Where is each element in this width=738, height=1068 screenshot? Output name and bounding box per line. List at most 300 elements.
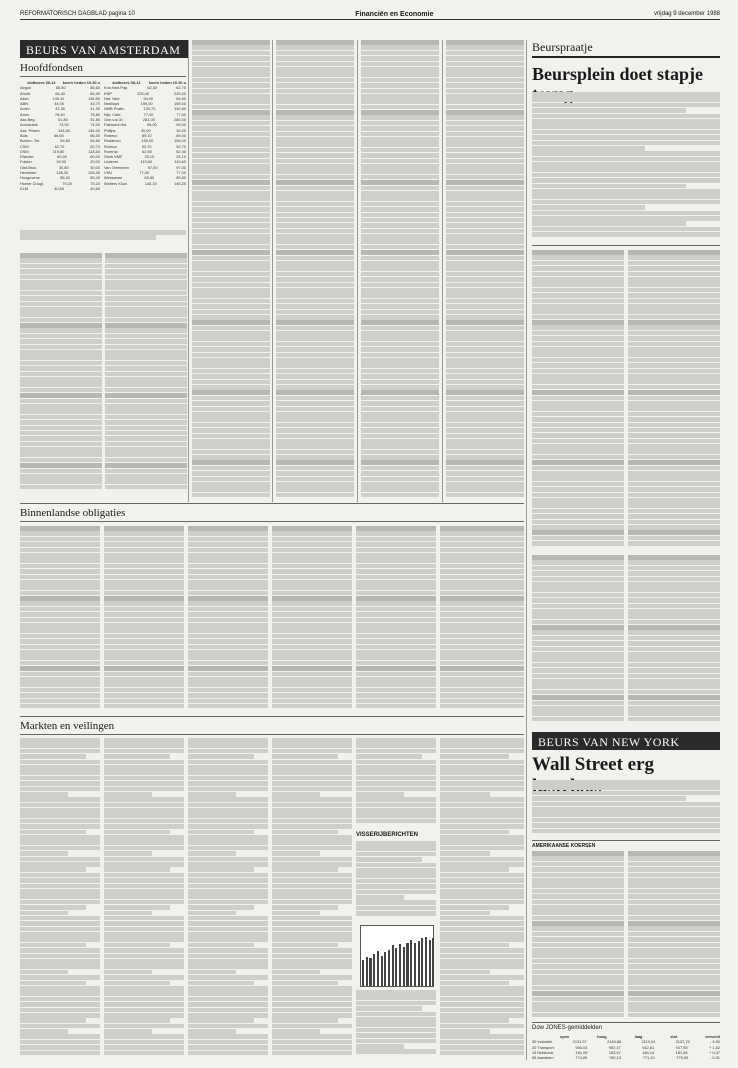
text-line — [440, 857, 524, 862]
text-line — [188, 824, 268, 829]
table-row: Hunter Dougl. 79,20 79,20 — [20, 180, 100, 186]
text-line — [440, 970, 490, 975]
text-line — [628, 406, 720, 411]
text-line — [192, 213, 270, 218]
text-line — [20, 548, 100, 553]
text-line — [628, 374, 720, 379]
text-line — [361, 434, 439, 439]
text-line — [532, 878, 624, 883]
text-line — [446, 78, 524, 83]
text-line — [361, 423, 439, 428]
text-line — [532, 509, 624, 514]
text-line — [104, 677, 184, 682]
text-line — [628, 331, 720, 336]
text-line — [192, 412, 270, 417]
table-row: Amev 41,30 41,30 — [20, 106, 100, 112]
table-row: Robeco 89,10 89,00 — [104, 132, 186, 138]
text-line — [105, 334, 187, 339]
text-line — [628, 948, 720, 953]
text-line — [440, 607, 524, 612]
text-line — [440, 808, 524, 813]
text-line — [272, 824, 352, 829]
text-line — [105, 339, 187, 344]
text-line — [440, 840, 524, 845]
text-line — [20, 350, 102, 355]
text-line — [20, 645, 100, 650]
text-line — [356, 808, 436, 813]
table-row: Gist-Broc. 30,80 30,00 — [20, 164, 100, 170]
text-line — [440, 580, 524, 585]
text-line — [446, 175, 524, 180]
text-line — [446, 239, 524, 244]
text-line — [361, 142, 439, 147]
text-line — [188, 792, 236, 797]
text-line — [272, 808, 352, 813]
text-line — [192, 159, 270, 164]
text-line — [356, 1033, 436, 1038]
text-line — [272, 688, 352, 693]
text-line — [20, 797, 100, 802]
text-line — [104, 959, 184, 964]
text-line — [532, 221, 686, 226]
divider-2 — [272, 40, 273, 502]
graph-bar — [414, 943, 416, 986]
text-line — [20, 275, 102, 280]
text-line — [356, 661, 436, 666]
text-line — [628, 261, 720, 266]
text-line — [532, 812, 720, 817]
text-line — [20, 911, 68, 916]
text-line — [356, 575, 436, 580]
table-row: Ass.Beg. 51,80 51,80 — [20, 117, 100, 123]
text-line — [188, 819, 268, 824]
text-line — [20, 623, 100, 628]
text-line — [532, 130, 720, 135]
text-line — [20, 894, 100, 899]
text-line — [272, 894, 352, 899]
hoofdfondsen-footnote — [20, 230, 186, 248]
text-line — [192, 137, 270, 142]
text-line — [532, 428, 624, 433]
text-line — [446, 115, 524, 120]
text-line — [192, 202, 270, 207]
text-line — [361, 62, 439, 67]
text-line — [532, 785, 720, 790]
text-line — [272, 840, 352, 845]
divider-1 — [188, 40, 189, 502]
text-line — [532, 530, 624, 535]
text-line — [105, 302, 187, 307]
text-line — [188, 601, 268, 606]
text-line — [532, 555, 624, 560]
text-line — [361, 466, 439, 471]
text-line — [192, 250, 270, 255]
table-row: 15 Nutsbedr. 181,09 183,57 180,14 181,56 + 0,47 — [532, 1049, 720, 1055]
text-line — [105, 404, 187, 409]
text-line — [276, 477, 354, 482]
text-line — [440, 618, 524, 623]
text-line — [192, 407, 270, 412]
text-line — [446, 83, 524, 88]
text-line — [532, 807, 720, 812]
text-line — [361, 401, 439, 406]
text-line — [356, 792, 404, 797]
text-line — [20, 830, 86, 835]
text-line — [532, 862, 624, 867]
vergelijking-column — [628, 250, 720, 550]
text-line — [628, 482, 720, 487]
text-line — [192, 444, 270, 449]
text-line — [628, 937, 720, 942]
text-line — [188, 760, 268, 765]
text-line — [192, 304, 270, 309]
text-line — [104, 537, 184, 542]
text-line — [361, 169, 439, 174]
text-line — [105, 469, 187, 474]
text-line — [20, 835, 100, 840]
text-line — [105, 264, 187, 269]
obligaties-column-1 — [20, 526, 100, 714]
text-line — [20, 426, 102, 431]
text-line — [446, 358, 524, 363]
text-line — [446, 477, 524, 482]
text-line — [532, 255, 624, 260]
text-line — [276, 363, 354, 368]
text-line — [356, 787, 436, 792]
text-line — [628, 620, 720, 625]
text-line — [628, 266, 720, 271]
top-rule — [20, 19, 720, 20]
text-line — [192, 218, 270, 223]
text-line — [188, 932, 268, 937]
text-line — [20, 575, 100, 580]
text-line — [272, 932, 352, 937]
text-line — [192, 223, 270, 228]
text-line — [446, 126, 524, 131]
text-line — [440, 682, 524, 687]
text-line — [440, 601, 524, 606]
text-line — [446, 196, 524, 201]
text-line — [532, 216, 720, 221]
text-line — [356, 1012, 436, 1017]
text-line — [440, 645, 524, 650]
text-line — [361, 250, 439, 255]
text-line — [188, 655, 268, 660]
text-line — [20, 792, 68, 797]
text-line — [532, 114, 720, 119]
text-line — [532, 1002, 624, 1007]
text-line — [440, 830, 509, 835]
text-line — [440, 787, 524, 792]
text-line — [446, 347, 524, 352]
text-line — [188, 900, 268, 905]
graph-bar — [366, 957, 368, 986]
text-line — [532, 514, 624, 519]
text-line — [20, 553, 100, 558]
text-line — [20, 666, 100, 671]
text-line — [276, 471, 354, 476]
text-line — [361, 412, 439, 417]
text-line — [104, 661, 184, 666]
text-line — [532, 194, 720, 199]
text-line — [20, 682, 100, 687]
text-line — [356, 760, 436, 765]
text-line — [356, 995, 436, 1000]
text-line — [276, 121, 354, 126]
text-line — [361, 482, 439, 487]
text-line — [192, 455, 270, 460]
text-line — [104, 1013, 184, 1018]
text-line — [356, 704, 436, 709]
text-line — [104, 986, 184, 991]
text-line — [272, 900, 352, 905]
table-header: slotkoers 08-12 koers heden 10.30 u — [27, 80, 100, 85]
text-line — [20, 591, 100, 596]
text-line — [440, 1002, 524, 1007]
obligaties-column-2 — [104, 526, 184, 714]
text-line — [532, 630, 624, 635]
text-line — [188, 1013, 268, 1018]
text-line — [104, 840, 184, 845]
graph-bar — [399, 944, 401, 986]
text-line — [188, 991, 268, 996]
markten-column-2 — [104, 738, 184, 1060]
text-line — [356, 1017, 436, 1022]
text-line — [192, 83, 270, 88]
text-line — [192, 320, 270, 325]
visserij-column — [356, 841, 436, 921]
text-line — [192, 310, 270, 315]
text-line — [20, 485, 102, 490]
text-line — [272, 537, 352, 542]
text-line — [192, 342, 270, 347]
text-line — [192, 434, 270, 439]
text-line — [104, 1024, 184, 1029]
text-line — [628, 684, 720, 689]
table-row: Hoogovens 55,40 55,40 — [20, 175, 100, 181]
graph-bar — [388, 950, 390, 986]
text-line — [446, 320, 524, 325]
text-line — [20, 253, 102, 258]
text-line — [276, 455, 354, 460]
headline-wallstreet: Wall Street erg — [532, 754, 655, 775]
text-line — [20, 878, 100, 883]
text-line — [192, 493, 270, 498]
text-line — [361, 380, 439, 385]
text-line — [628, 466, 720, 471]
text-line — [192, 110, 270, 115]
text-line — [272, 813, 352, 818]
text-line — [20, 970, 68, 975]
text-line — [104, 981, 170, 986]
text-line — [192, 353, 270, 358]
text-line — [532, 937, 624, 942]
text-line — [276, 310, 354, 315]
text-line — [440, 873, 524, 878]
text-line — [276, 218, 354, 223]
text-line — [356, 900, 436, 905]
text-line — [272, 1051, 352, 1056]
table-row: Wessanen 65,80 65,80 — [104, 175, 186, 181]
text-line — [20, 776, 100, 781]
text-line — [440, 661, 524, 666]
text-line — [276, 466, 354, 471]
text-line — [628, 1013, 720, 1018]
text-line — [361, 342, 439, 347]
text-line — [104, 911, 152, 916]
text-line — [276, 83, 354, 88]
text-line — [276, 299, 354, 304]
table-row: CSM 62,70 62,70 — [20, 143, 100, 149]
text-line — [356, 1001, 436, 1006]
text-line — [361, 396, 439, 401]
text-line — [532, 997, 624, 1002]
text-line — [356, 585, 436, 590]
markten-column-8 — [440, 738, 524, 1060]
text-line — [361, 51, 439, 56]
text-line — [532, 695, 624, 700]
text-line — [628, 439, 720, 444]
text-line — [440, 754, 509, 759]
text-line — [20, 526, 100, 531]
text-line — [440, 591, 524, 596]
text-line — [532, 200, 720, 205]
text-line — [104, 666, 184, 671]
text-line — [356, 781, 436, 786]
text-line — [105, 377, 187, 382]
text-line — [20, 585, 100, 590]
text-line — [188, 569, 268, 574]
text-line — [628, 878, 720, 883]
text-line — [628, 293, 720, 298]
text-line — [446, 336, 524, 341]
text-line — [20, 1024, 100, 1029]
text-line — [188, 921, 268, 926]
text-line — [446, 288, 524, 293]
text-line — [628, 943, 720, 948]
text-line — [356, 884, 436, 889]
text-line — [272, 1018, 338, 1023]
text-line — [446, 460, 524, 465]
text-line — [361, 493, 439, 498]
text-line — [628, 883, 720, 888]
text-line — [628, 706, 720, 711]
text-line — [628, 862, 720, 867]
text-line — [188, 889, 268, 894]
text-line — [20, 1029, 68, 1034]
text-line — [440, 867, 509, 872]
text-line — [20, 537, 100, 542]
text-line — [188, 531, 268, 536]
graph-bar — [410, 940, 412, 986]
text-line — [532, 679, 624, 684]
text-line — [192, 450, 270, 455]
text-line — [361, 180, 439, 185]
text-line — [105, 361, 187, 366]
table-row: KLM 40,60 40,60 — [20, 185, 100, 191]
text-line — [20, 382, 102, 387]
text-line — [628, 647, 720, 652]
text-line — [446, 353, 524, 358]
text-line — [361, 450, 439, 455]
text-line — [276, 374, 354, 379]
text-line — [361, 164, 439, 169]
text-line — [440, 894, 524, 899]
text-line — [188, 916, 268, 921]
text-line — [276, 40, 354, 45]
text-line — [361, 121, 439, 126]
text-line — [532, 412, 624, 417]
table-row: Stork VMF 25,10 25,10 — [104, 154, 186, 160]
text-line — [20, 1045, 100, 1050]
text-line — [628, 975, 720, 980]
text-line — [628, 347, 720, 352]
text-line — [440, 921, 524, 926]
text-line — [104, 851, 152, 856]
text-line — [276, 385, 354, 390]
table-row: Van Ommeren 97,00 97,00 — [104, 164, 186, 170]
text-line — [532, 668, 624, 673]
text-line — [272, 884, 352, 889]
text-line — [192, 196, 270, 201]
text-line — [446, 234, 524, 239]
text-line — [628, 336, 720, 341]
text-line — [20, 1034, 100, 1039]
text-line — [104, 975, 184, 980]
text-line — [105, 318, 187, 323]
text-line — [276, 358, 354, 363]
text-line — [446, 283, 524, 288]
text-line — [628, 352, 720, 357]
text-line — [192, 256, 270, 261]
text-line — [104, 964, 184, 969]
text-line — [105, 366, 187, 371]
text-line — [188, 846, 268, 851]
text-line — [532, 108, 686, 113]
text-line — [20, 948, 100, 953]
text-line — [192, 62, 270, 67]
text-line — [356, 738, 436, 743]
text-line — [192, 239, 270, 244]
text-line — [272, 618, 352, 623]
text-line — [272, 601, 352, 606]
text-line — [532, 184, 686, 189]
text-line — [628, 288, 720, 293]
text-line — [532, 417, 624, 422]
text-line — [272, 873, 352, 878]
text-line — [276, 148, 354, 153]
text-line — [532, 970, 624, 975]
text-line — [104, 1051, 184, 1056]
text-line — [105, 474, 187, 479]
text-line — [356, 634, 436, 639]
text-line — [361, 487, 439, 492]
text-line — [446, 245, 524, 250]
text-line — [105, 291, 187, 296]
text-line — [104, 1018, 170, 1023]
text-line — [188, 591, 268, 596]
aandelen-column-a — [20, 253, 102, 493]
text-line — [532, 320, 624, 325]
text-line — [192, 207, 270, 212]
markten-column-4 — [272, 738, 352, 1060]
text-line — [276, 434, 354, 439]
text-line — [20, 564, 100, 569]
text-line — [532, 986, 624, 991]
text-line — [192, 72, 270, 77]
text-line — [628, 657, 720, 662]
text-line — [356, 526, 436, 531]
